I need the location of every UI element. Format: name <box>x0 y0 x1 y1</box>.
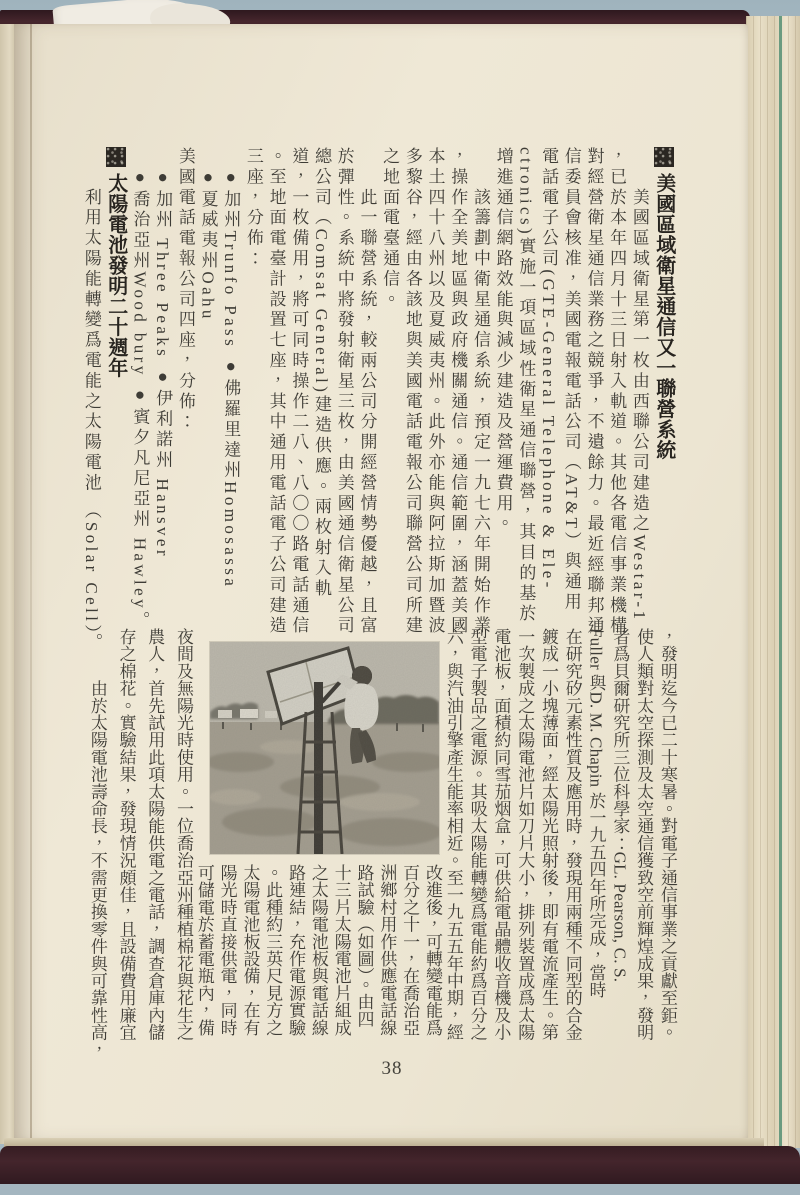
text-column: 美國區域衛星第一枚由西聯公司建造之Westar-1 <box>629 147 649 623</box>
page-number: 38 <box>381 1058 403 1079</box>
text-column: 者爲貝爾研究所三位科學家：GL. Pearson, C. S. <box>610 628 630 983</box>
text-column: ●加州 Three Peaks ●伊利諾州 Hansver <box>153 147 173 559</box>
text-column: 對經營衛星通信業務之競爭，不遺餘力。最近經聯邦通 <box>584 147 604 637</box>
text-column: 此一聯營系統，較兩公司分開經營情勢優越，且富 <box>357 147 377 637</box>
text-column: 六，與汽油引擎產生能率相近。至一九五五年中期，經 <box>443 628 463 1041</box>
text-column: 之地面電臺通信。 <box>380 147 400 311</box>
text-column: 之太陽電池板與電話線 <box>308 864 328 1036</box>
section-title: 美國區域衛星通信又一聯營系統 <box>653 147 674 647</box>
text-column: 增進通信網路效能與減少建造及營運費用。 <box>493 147 513 535</box>
text-column: 一次製成之太陽電池片如刀片大小，排列裝置成爲太陽 <box>515 628 535 1041</box>
text-column: Fuller 與D. M. Chapin 於一九五四年所完成，當時 <box>586 628 606 999</box>
fore-edge-green-line <box>779 16 782 1148</box>
text-column: 百分之十一，在喬治亞 <box>400 864 420 1036</box>
text-column: 型電子製品之電源。其吸太陽能轉變爲電能約爲百分之 <box>467 628 487 1041</box>
text-column: 路試驗（如圖）。由四 <box>354 864 374 1028</box>
text-column: ，操作全美地區與政府機關通信。通信範圍，涵蓋美國 <box>448 147 468 637</box>
text-column: 三座，分佈： <box>243 147 263 270</box>
text-column: 十三片太陽電池片組成 <box>331 864 351 1036</box>
text-column: 鍍成一小塊薄面，經太陽光照射後，即有電流產生。第 <box>538 628 558 1041</box>
text-column: 可儲電於蓄電瓶內，備 <box>194 864 214 1036</box>
text-column: ctronics)實施一項區域性衛星通信聯營，其目的基於 <box>516 147 536 625</box>
section-marker-icon <box>106 147 126 167</box>
book-cover-bottom-edge <box>0 1146 800 1184</box>
text-column: ●夏威夷州Oahu <box>198 147 218 322</box>
photo-wrapped-columns <box>195 864 441 1038</box>
text-column: 陽光時直接供電，同時 <box>217 864 237 1036</box>
text-column: 路連結，充作電源實驗 <box>286 864 306 1036</box>
bottom-text-block <box>87 628 677 1058</box>
gutter-crease <box>30 24 32 1140</box>
text-column: 電池板，面積約同雪茄烟盒，可供給電晶體收音機及小 <box>491 628 511 1041</box>
solar-panel-photo <box>210 642 439 854</box>
text-column: 道，一枚備用，將可同時操作二八、八〇〇路電話通信 <box>289 147 309 637</box>
text-column: 於彈性。系統中將發射衛星三枚，由美國通信衛星公司 <box>334 147 354 637</box>
text-column: 使人類對太空探測及太空通信獲致空前輝煌成果，發明 <box>634 628 654 1041</box>
text-column: 。至地面電臺計設置七座，其中通用電話電子公司建造 <box>266 147 286 637</box>
text-column: ，已於本年四月十三日射入軌道。其他各電信事業機構 <box>607 147 627 637</box>
bottom-columns-left <box>87 628 193 1058</box>
section-marker-icon <box>654 147 674 167</box>
text-column: 太陽電池板設備，在有 <box>240 864 260 1036</box>
text-column: 總公司（Comsat General)建造供應。兩枚射入軌 <box>312 147 332 600</box>
photo-and-wrapped-text <box>195 628 441 1038</box>
text-column: 多黎谷，經由各該地與美國電話電報公司聯營公司所建 <box>402 147 422 637</box>
text-column: 本土四十八州以及夏威夷州。此外亦能與阿拉斯加暨波 <box>425 147 445 637</box>
text-column: 夜間及無陽光時使用。一位喬治亞州種植棉花與花生之 <box>174 628 193 1041</box>
page-fore-edge <box>746 16 800 1148</box>
text-column: ，發明迄今已二十寒暑。對電子通信事業之貢獻至鉅。 <box>657 628 677 1041</box>
text-column: ●加州Trunfo Pass ●佛羅里達州Homosassa <box>221 147 241 590</box>
text-column: 利用太陽能轉變爲電能之太陽電池 （Solar Cell） <box>81 147 101 645</box>
text-column: 信委員會核准，美國電報電話公司（AT&T）與通用 <box>561 147 581 613</box>
text-column: 。 由於太陽電池壽命長，不需更換零件與可靠性高， <box>87 628 107 1058</box>
text-column: ●喬治亞州Wood bury ●賓夕凡尼亞州 Hawley。 <box>130 147 150 632</box>
text-column: 該籌劃中衛星通信系統，預定一九七六年開始作業 <box>470 147 490 637</box>
solar-panel-photo-art <box>210 642 439 854</box>
text-column: 農人，首先試用此項太陽能供電之電話，調查倉庫內儲 <box>145 628 165 1041</box>
text-column: 洲鄉村用作供應電話線 <box>377 864 397 1036</box>
text-column: 電話電子公司(GTE-General Telephone & Ele- <box>539 147 559 591</box>
text-column: 。此種約三英尺見方之 <box>263 864 283 1036</box>
text-column: 美國電話電報公司四座，分佈： <box>175 147 195 433</box>
text-column: 在研究矽元素性質及應用時，發現用兩種不同型的合金 <box>562 628 582 1041</box>
text-column: 存之棉花。實驗結果，發現情況頗佳，且設備費用廉宜 <box>116 628 136 1041</box>
text-column: 改進後，可轉變電能爲 <box>422 864 442 1036</box>
top-text-block <box>82 147 674 647</box>
section-title: 太陽電池發明二十週年 <box>105 147 126 647</box>
bottom-columns-right <box>443 628 677 1041</box>
